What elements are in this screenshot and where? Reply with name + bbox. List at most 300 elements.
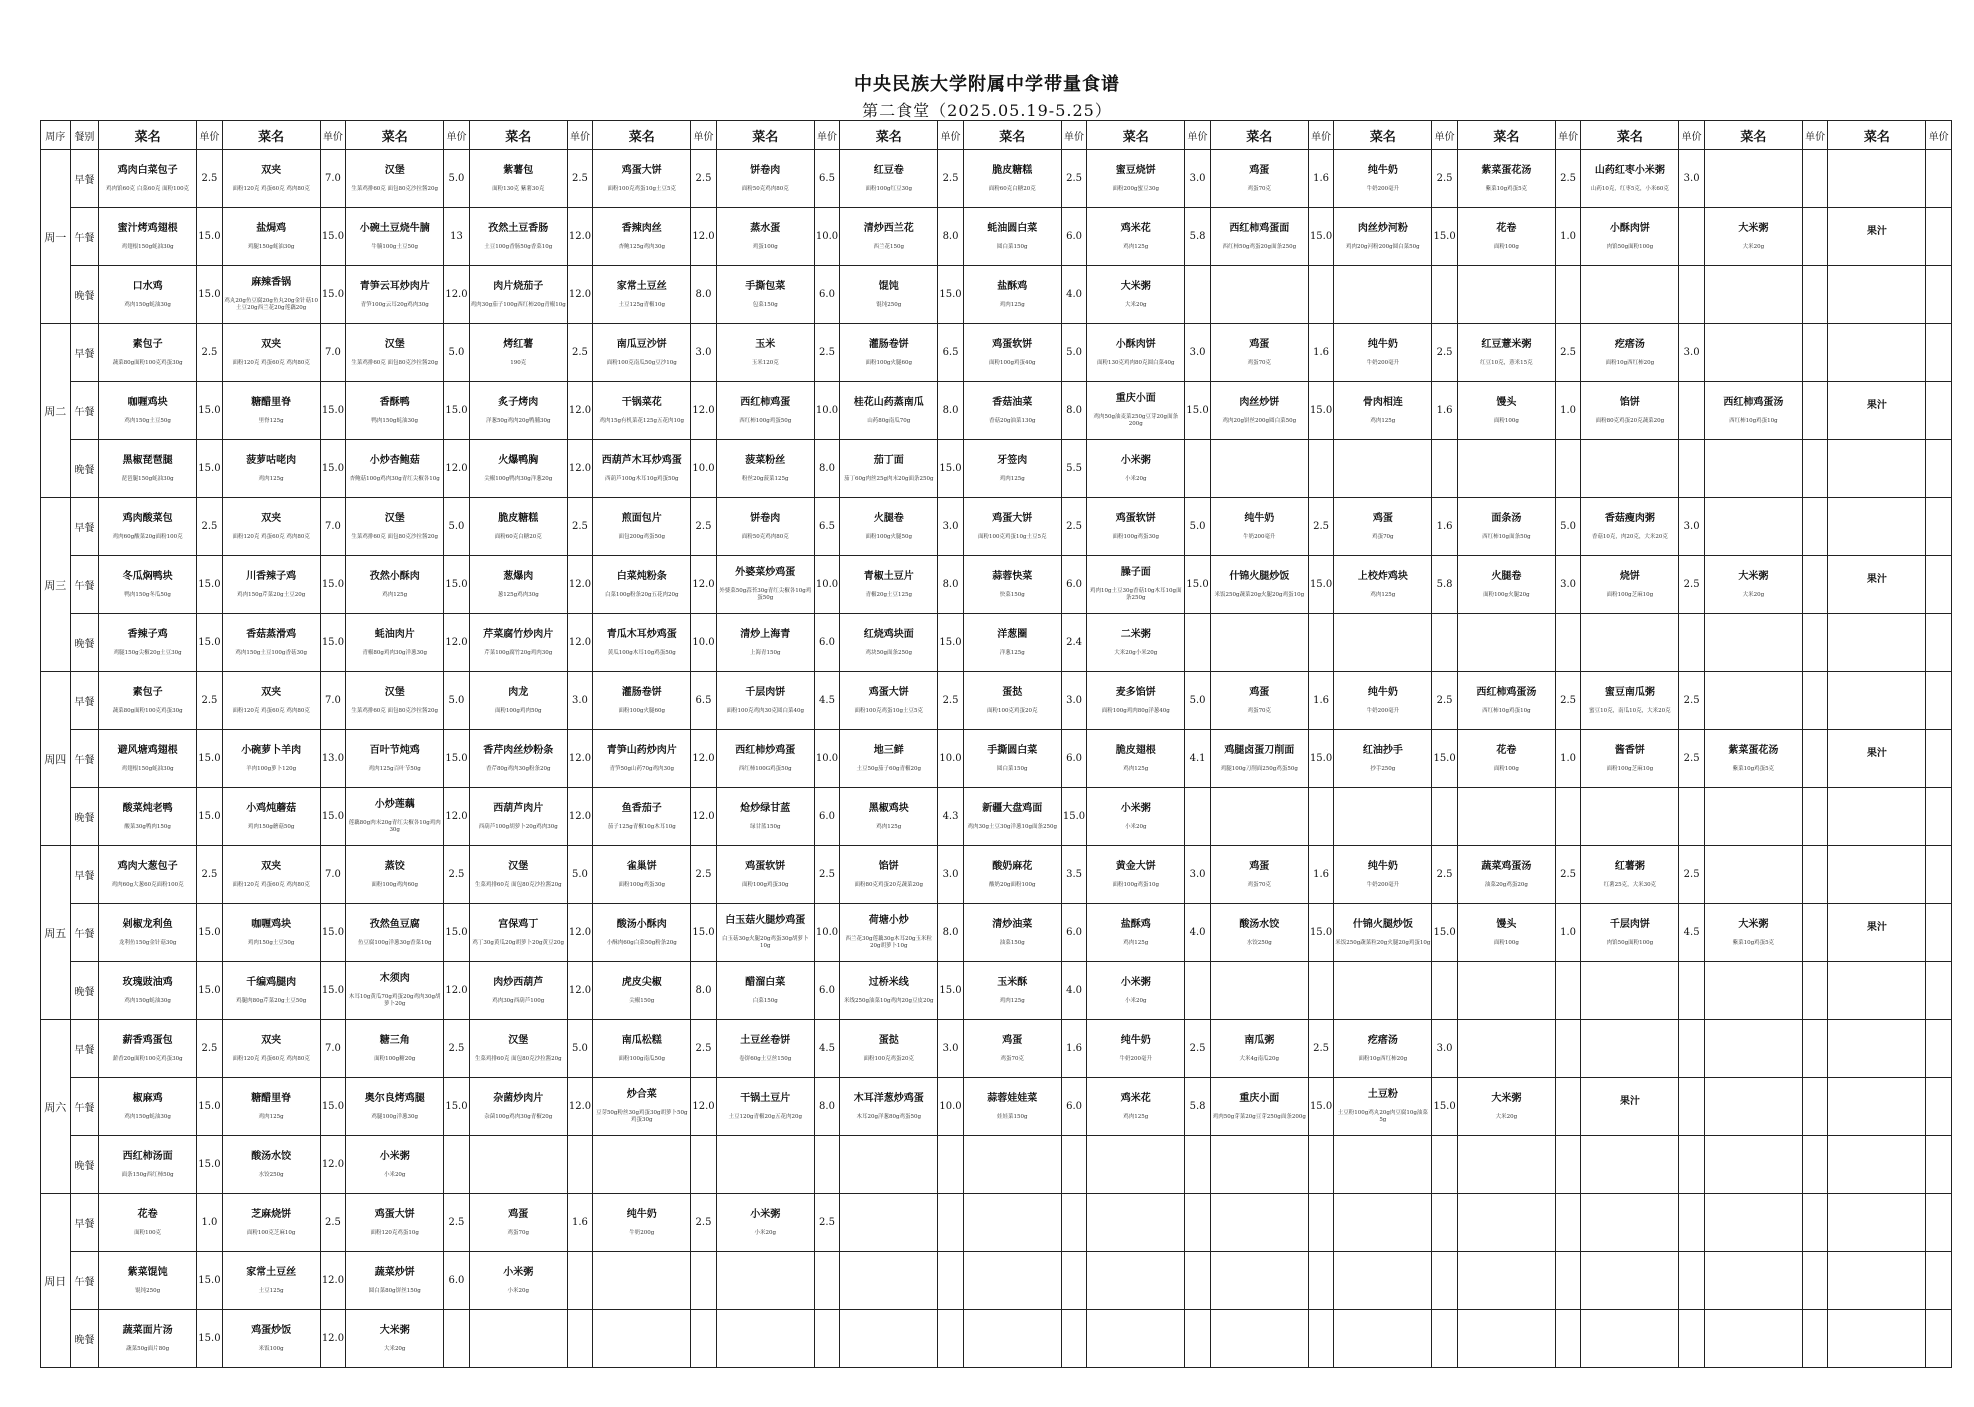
dish-price (1926, 904, 1952, 962)
dish-price: 5.0 (1185, 672, 1211, 730)
meal-label: 午餐 (70, 208, 99, 266)
dish-price: 10.0 (814, 556, 840, 614)
dish-price: 2.5 (814, 846, 840, 904)
dish-ingredients: 酸奶20g面粉100g (989, 881, 1036, 888)
dish-price: 15.0 (691, 904, 717, 962)
dish-name: 双夹 (261, 1034, 282, 1046)
dish-cell (1457, 1252, 1555, 1310)
dish-price: 6.5 (938, 324, 964, 382)
dish-ingredients: 鸡翅根150g蚝油30g (121, 243, 174, 250)
dish-name: 香辣肉丝 (621, 222, 662, 234)
dish-price: 15.0 (1432, 208, 1458, 266)
dish-cell (1581, 1136, 1679, 1194)
dish-name: 果汁 (1866, 400, 1887, 411)
dish-price: 8.0 (938, 208, 964, 266)
dish-ingredients: 鸡肉60g酸菜20g面粉100克 (112, 533, 183, 540)
dish-name: 肉片烧茄子 (493, 280, 544, 292)
dish-name: 宫保鸡丁 (498, 918, 539, 930)
dish-price: 6.5 (814, 498, 840, 556)
dish-price (567, 1136, 593, 1194)
dish-price (1061, 1252, 1087, 1310)
dish-name: 紫菜蛋花汤 (1728, 744, 1779, 756)
dish-name: 酸汤水饺 (251, 1150, 292, 1162)
meal-label: 午餐 (70, 904, 99, 962)
dish-price: 5.8 (1185, 1078, 1211, 1136)
dish-price: 15.0 (197, 266, 223, 324)
dish-cell (1087, 614, 1185, 672)
day-label: 周五 (41, 846, 71, 1020)
dish-price (1802, 1194, 1828, 1252)
dish-price: 5.8 (1432, 556, 1458, 614)
dish-cell (1828, 904, 1926, 962)
dish-name: 蒜蓉娃娃菜 (987, 1092, 1038, 1104)
dish-cell (469, 440, 567, 498)
dish-cell (1828, 324, 1926, 382)
dish-cell (1457, 382, 1555, 440)
dish-price (1926, 498, 1952, 556)
dish-price: 2.5 (197, 150, 223, 208)
dish-cell (1334, 150, 1432, 208)
dish-ingredients: 鸡肉125g (382, 591, 408, 598)
dish-ingredients: 面粉120克 鸡蛋60克 鸡肉80克 (232, 881, 310, 888)
dish-ingredients: 山药10克，红枣5克，小米60克 (1590, 185, 1669, 192)
dish-price (1555, 788, 1581, 846)
dish-price (1802, 1252, 1828, 1310)
dish-cell (99, 672, 197, 730)
dish-ingredients: 面粉100克鸡蛋10g土豆5克 (607, 185, 676, 192)
dish-cell (1334, 1252, 1432, 1310)
header-dish: 菜名 (1457, 121, 1555, 150)
dish-name: 蚝油圆白菜 (987, 222, 1038, 234)
dish-price: 12.0 (567, 962, 593, 1020)
dish-ingredients: 鸡肉50g油麦菜250g豆芽20g面条200g (1093, 414, 1179, 427)
dish-ingredients: 鸡肉20g河粉200g圆白菜50g (1346, 243, 1420, 250)
dish-name: 火爆鸭胸 (498, 454, 539, 466)
dish-price: 10.0 (691, 614, 717, 672)
dish-cell (1704, 1310, 1802, 1368)
dish-cell (593, 382, 691, 440)
dish-price (1926, 788, 1952, 846)
dish-price: 7.0 (320, 846, 346, 904)
dish-name: 纯牛奶 (1367, 686, 1398, 698)
meal-label: 午餐 (70, 1078, 99, 1136)
dish-ingredients: 生菜鸡排60克 面包80克沙拉酱20g (351, 707, 439, 714)
dish-cell (1210, 1136, 1308, 1194)
dish-price: 5.0 (444, 498, 470, 556)
dish-ingredients: 水饺250g (1246, 939, 1272, 946)
dish-price (938, 1310, 964, 1368)
dish-cell (222, 672, 320, 730)
dish-price: 7.0 (320, 150, 346, 208)
dish-ingredients: 鸡块50g面条250g (865, 649, 913, 656)
dish-ingredients: 红豆10克，薏米15克 (1480, 359, 1533, 366)
dish-name: 重庆小面 (1239, 1092, 1280, 1104)
dish-price (1802, 382, 1828, 440)
dish-price (1555, 1020, 1581, 1078)
dish-ingredients: 黄瓜100g木耳10g鸡蛋50g (607, 649, 676, 656)
dish-name: 黑椒鸡块 (868, 802, 909, 814)
dish-price: 2.5 (1061, 150, 1087, 208)
dish-price (1679, 788, 1705, 846)
dish-price: 8.0 (938, 382, 964, 440)
dish-ingredients: 面粉130克 紫薯30克 (492, 185, 545, 192)
dish-cell (1334, 672, 1432, 730)
dish-ingredients: 面粉100克 (134, 1229, 162, 1236)
dish-price (1061, 1310, 1087, 1368)
dish-price (1679, 1078, 1705, 1136)
dish-cell (593, 1078, 691, 1136)
dish-cell (1334, 324, 1432, 382)
dish-cell (716, 1136, 814, 1194)
header-price: 单价 (1308, 121, 1334, 150)
dish-cell (716, 266, 814, 324)
dish-ingredients: 青椒80g鸡肉30g洋葱30g (362, 649, 427, 656)
dish-name: 木耳洋葱炒鸡蛋 (853, 1092, 924, 1104)
dish-price: 15.0 (320, 614, 346, 672)
dish-name: 花卷 (1496, 744, 1517, 756)
dish-cell (963, 150, 1061, 208)
dish-ingredients: 米线250g油菜10g鸡肉20g豆皮20g (843, 997, 934, 1004)
dish-price (1926, 324, 1952, 382)
dish-price (1926, 440, 1952, 498)
dish-price: 2.5 (691, 846, 717, 904)
dish-price: 15.0 (197, 788, 223, 846)
dish-name: 炝炒绿甘蓝 (740, 802, 791, 814)
dish-name: 馄饨 (878, 280, 899, 292)
meal-row (41, 150, 1952, 208)
dish-ingredients: 鸡肉125g (258, 475, 284, 482)
dish-price (1926, 1136, 1952, 1194)
dish-cell (1457, 672, 1555, 730)
dish-name: 鸡蛋炒饭 (251, 1324, 292, 1336)
dish-name: 家常土豆丝 (616, 280, 667, 292)
dish-price: 5.0 (567, 846, 593, 904)
dish-cell (469, 1020, 567, 1078)
dish-ingredients: 鸡蛋70g (1372, 533, 1394, 540)
dish-name: 椒麻鸡 (132, 1092, 163, 1104)
dish-cell (1704, 1252, 1802, 1310)
dish-ingredients: 牛奶200毫升 (1243, 533, 1276, 540)
dish-cell (716, 1020, 814, 1078)
dish-price: 15.0 (197, 382, 223, 440)
dish-price: 2.5 (444, 1020, 470, 1078)
dish-price (1926, 1020, 1952, 1078)
dish-cell (1704, 672, 1802, 730)
dish-price: 7.0 (320, 324, 346, 382)
dish-name: 孜然土豆香肠 (488, 222, 549, 234)
dish-name: 鸡蛋软饼 (992, 338, 1033, 350)
dish-name: 汉堡 (384, 164, 405, 176)
dish-cell (1457, 730, 1555, 788)
dish-price (1185, 266, 1211, 324)
dish-cell (840, 1078, 938, 1136)
dish-cell (222, 1136, 320, 1194)
dish-ingredients: 面粉100g鸡蛋10g (1112, 881, 1160, 888)
dish-price: 15.0 (320, 208, 346, 266)
dish-cell (1334, 208, 1432, 266)
dish-ingredients: 鸡丸20g鱼豆腐20g鱼丸20g金针菇10土豆20g西兰花20g莲藕20g (224, 298, 318, 311)
header-price: 单价 (1432, 121, 1458, 150)
dish-name: 香辣子鸡 (127, 628, 168, 640)
dish-cell (469, 208, 567, 266)
dish-cell (840, 1310, 938, 1368)
dish-cell (99, 1136, 197, 1194)
dish-price: 6.0 (814, 962, 840, 1020)
dish-cell (222, 1020, 320, 1078)
dish-ingredients: 小米20g (1125, 823, 1147, 830)
dish-name: 鸡蛋大饼 (992, 512, 1033, 524)
dish-name: 手撕包菜 (745, 280, 786, 292)
header-price: 单价 (444, 121, 470, 150)
dish-name: 鸡蛋 (1249, 860, 1270, 872)
dish-name: 火腿卷 (873, 512, 904, 524)
dish-cell (99, 1194, 197, 1252)
header-dish: 菜名 (99, 121, 197, 150)
dish-ingredients: 鸡肉150g蚝油30g (124, 1113, 171, 1120)
dish-cell (593, 1252, 691, 1310)
dish-ingredients: 面粉100g红豆30g (865, 185, 913, 192)
dish-ingredients: 面粉10g西红柿20g (1358, 1055, 1408, 1062)
dish-cell (1087, 846, 1185, 904)
dish-cell (840, 498, 938, 556)
dish-ingredients: 米饭250g蔬菜粒20g火腿20g鸡蛋10g (1335, 939, 1431, 946)
dish-price: 2.5 (197, 324, 223, 382)
dish-ingredients: 鸡肉15g有机菜花125g五花肉10g (599, 417, 685, 424)
dish-cell (1457, 150, 1555, 208)
dish-price: 6.0 (1061, 904, 1087, 962)
dish-ingredients: 鸡腿100g洋葱30g (371, 1113, 418, 1120)
dish-name: 土豆粉 (1367, 1089, 1398, 1100)
dish-price (1802, 962, 1828, 1020)
dish-price (691, 1310, 717, 1368)
dish-ingredients: 圆白菜150g (997, 765, 1028, 772)
dish-name: 薪香鸡蛋包 (122, 1034, 173, 1046)
dish-cell (716, 150, 814, 208)
dish-ingredients: 鸡蛋70克 (1247, 707, 1272, 714)
dish-cell (1457, 614, 1555, 672)
dish-cell (1334, 1078, 1432, 1136)
dish-name: 骨肉相连 (1362, 396, 1403, 408)
dish-ingredients: 生菜鸡排60克 面包80克沙拉酱20g (474, 881, 562, 888)
dish-ingredients: 面粉10g西红柿20g (1605, 359, 1655, 366)
dish-ingredients: 西红柿50g鸡蛋20g面条250g (1222, 243, 1297, 250)
dish-price (1802, 324, 1828, 382)
dish-ingredients: 鸡肉30g土豆30g洋葱10g面条250g (967, 823, 1058, 830)
dish-name: 西红柿鸡蛋 (740, 396, 791, 408)
dish-price (1802, 1310, 1828, 1368)
dish-ingredients: 鸡肉馅60克 白菜60克 面粉100克 (106, 185, 190, 192)
dish-ingredients: 面粉100g鸡蛋40g (989, 359, 1036, 366)
dish-ingredients: 牛奶200g (629, 1229, 655, 1236)
dish-cell (469, 1310, 567, 1368)
dish-cell (1210, 730, 1308, 788)
dish-price: 12.0 (444, 962, 470, 1020)
dish-cell (1210, 788, 1308, 846)
dish-ingredients: 鸡肉125g (876, 823, 902, 830)
dish-ingredients: 鸡肉125g (1370, 417, 1396, 424)
dish-price (567, 1310, 593, 1368)
dish-name: 孜然鱼豆腐 (369, 918, 420, 930)
header-dish: 菜名 (1087, 121, 1185, 150)
day-label: 周二 (41, 324, 71, 498)
dish-name: 大米粥 (379, 1324, 410, 1336)
dish-price: 15.0 (197, 1136, 223, 1194)
dish-name: 口水鸡 (132, 280, 163, 292)
day-label: 周四 (41, 672, 71, 846)
dish-ingredients: 香菇20g油菜130g (989, 417, 1036, 424)
dish-cell (1828, 846, 1926, 904)
dish-name: 百叶节炖鸡 (369, 744, 420, 756)
dish-cell (99, 1310, 197, 1368)
dish-cell (346, 498, 444, 556)
dish-ingredients: 蔬菜80g面粉100克鸡蛋30g (112, 359, 183, 366)
dish-price (1555, 1194, 1581, 1252)
dish-ingredients: 面粉100g芝麻10g (1606, 765, 1654, 772)
dish-price (1432, 1136, 1458, 1194)
dish-ingredients: 鸡蛋70克 (1247, 185, 1272, 192)
dish-name: 鸡蛋 (1002, 1034, 1023, 1046)
dish-name: 麻辣香锅 (251, 277, 292, 288)
dish-ingredients: 牛奶200毫升 (1119, 1055, 1153, 1062)
dish-price: 12.0 (444, 788, 470, 846)
dish-cell (99, 150, 197, 208)
dish-cell (840, 1020, 938, 1078)
dish-cell (1457, 962, 1555, 1020)
dish-price: 7.0 (320, 498, 346, 556)
dish-name: 馒头 (1496, 918, 1517, 930)
dish-ingredients: 鸡蛋70克 (1247, 881, 1272, 888)
dish-ingredients: 面粉100g (1493, 243, 1519, 250)
dish-price (1308, 1194, 1334, 1252)
meal-row (41, 498, 1952, 556)
dish-ingredients: 油菜20g鸡蛋20g (1484, 881, 1528, 888)
dish-price (1432, 614, 1458, 672)
dish-cell (1457, 1194, 1555, 1252)
dish-ingredients: 牛奶200毫升 (1366, 359, 1400, 366)
dish-name: 小炒莲藕 (374, 799, 415, 810)
dish-ingredients: 鸡腿100g刀削面250g鸡蛋50g (1220, 765, 1298, 772)
dish-price (1432, 266, 1458, 324)
dish-cell (1457, 904, 1555, 962)
dish-cell (346, 730, 444, 788)
dish-cell (716, 1078, 814, 1136)
menu-table (40, 120, 1952, 1368)
dish-cell (1210, 1310, 1308, 1368)
dish-cell (1334, 382, 1432, 440)
dish-name: 黑椒琵琶腿 (122, 454, 173, 466)
dish-cell (1828, 208, 1926, 266)
dish-cell (716, 382, 814, 440)
dish-name: 香菇瘦肉粥 (1604, 512, 1655, 524)
dish-cell (346, 904, 444, 962)
dish-cell (346, 1020, 444, 1078)
dish-ingredients: 龙利鱼150g金针菇30g (118, 939, 177, 946)
dish-cell (716, 788, 814, 846)
meal-row (41, 324, 1952, 382)
dish-ingredients: 大米20g (383, 1345, 406, 1352)
dish-name: 蔬菜鸡蛋汤 (1481, 860, 1532, 872)
dish-name: 鸡肉酸菜包 (122, 512, 173, 524)
dish-ingredients: 紫菜10g鸡蛋5克 (1732, 939, 1775, 946)
dish-price: 15.0 (320, 382, 346, 440)
dish-name: 汉堡 (384, 686, 405, 698)
dish-cell (1704, 788, 1802, 846)
dish-cell (1828, 1078, 1926, 1136)
dish-price (1802, 904, 1828, 962)
dish-price (1802, 150, 1828, 208)
dish-cell (469, 324, 567, 382)
dish-ingredients: 杏鲍菇100g鸡肉30g青红尖椒各10g (349, 475, 440, 482)
dish-price (1308, 266, 1334, 324)
dish-price (1802, 1020, 1828, 1078)
meal-label: 晚餐 (70, 788, 99, 846)
dish-cell (1210, 266, 1308, 324)
dish-ingredients: 青椒20g土豆125g (865, 591, 913, 598)
meal-row (41, 846, 1952, 904)
dish-name: 汉堡 (508, 860, 529, 872)
dish-cell (1704, 440, 1802, 498)
dish-price: 5.0 (1061, 324, 1087, 382)
dish-name: 汉堡 (508, 1034, 529, 1046)
dish-name: 牙签肉 (997, 454, 1028, 466)
dish-ingredients: 青笋100g云耳20g鸡肉30g (360, 301, 429, 308)
dish-ingredients: 圆白菜150g (997, 243, 1028, 250)
dish-name: 鸡蛋大饼 (621, 164, 662, 176)
dish-price: 1.6 (1432, 382, 1458, 440)
dish-ingredients: 鸡肉150g土豆100g香菇30g (235, 649, 307, 656)
dish-cell (1704, 846, 1802, 904)
dish-price: 2.5 (444, 1194, 470, 1252)
dish-price: 10.0 (814, 730, 840, 788)
dish-name: 烧饼 (1619, 570, 1640, 582)
day-label: 周一 (41, 150, 71, 324)
dish-price (1679, 1252, 1705, 1310)
dish-price: 6.0 (814, 788, 840, 846)
dish-name: 鸡肉白菜包子 (117, 164, 178, 176)
dish-ingredients: 面包200g鸡蛋50g (618, 533, 665, 540)
dish-ingredients: 蔬菜80g面粉100克鸡蛋30g (112, 707, 183, 714)
dish-price: 12.0 (567, 614, 593, 672)
dish-ingredients: 鸡肉150g芹菜20g土豆20g (237, 591, 306, 598)
dish-name: 酸汤小酥肉 (616, 918, 667, 930)
dish-cell (222, 382, 320, 440)
dish-name: 蜜豆烧饼 (1115, 164, 1156, 176)
dish-name: 小碗土豆烧牛腩 (359, 222, 430, 234)
dish-name: 菠菜粉丝 (745, 454, 786, 466)
dish-price: 12.0 (691, 382, 717, 440)
dish-name: 香酥鸭 (379, 396, 410, 408)
dish-price: 3.0 (938, 498, 964, 556)
dish-name: 雀巢饼 (626, 860, 657, 872)
dish-cell (840, 266, 938, 324)
dish-price: 15.0 (1185, 556, 1211, 614)
dish-ingredients: 鸡肉150g蚝油30g (124, 301, 171, 308)
dish-cell (1087, 672, 1185, 730)
dish-name: 果汁 (1866, 748, 1887, 759)
dish-name: 盐酥鸡 (1120, 918, 1151, 930)
dish-name: 红薯粥 (1614, 860, 1645, 872)
dish-name: 玫瑰豉油鸡 (122, 976, 173, 988)
dish-price: 4.3 (938, 788, 964, 846)
dish-price: 10.0 (814, 382, 840, 440)
dish-name: 西葫芦肉片 (493, 802, 544, 814)
dish-ingredients: 面粉120克鸡蛋10g (370, 1229, 419, 1236)
dish-cell (222, 324, 320, 382)
dish-cell (99, 440, 197, 498)
dish-price: 15.0 (444, 904, 470, 962)
dish-ingredients: 面粉120克 鸡蛋60克 鸡肉80克 (232, 1055, 310, 1062)
dish-cell (593, 1136, 691, 1194)
